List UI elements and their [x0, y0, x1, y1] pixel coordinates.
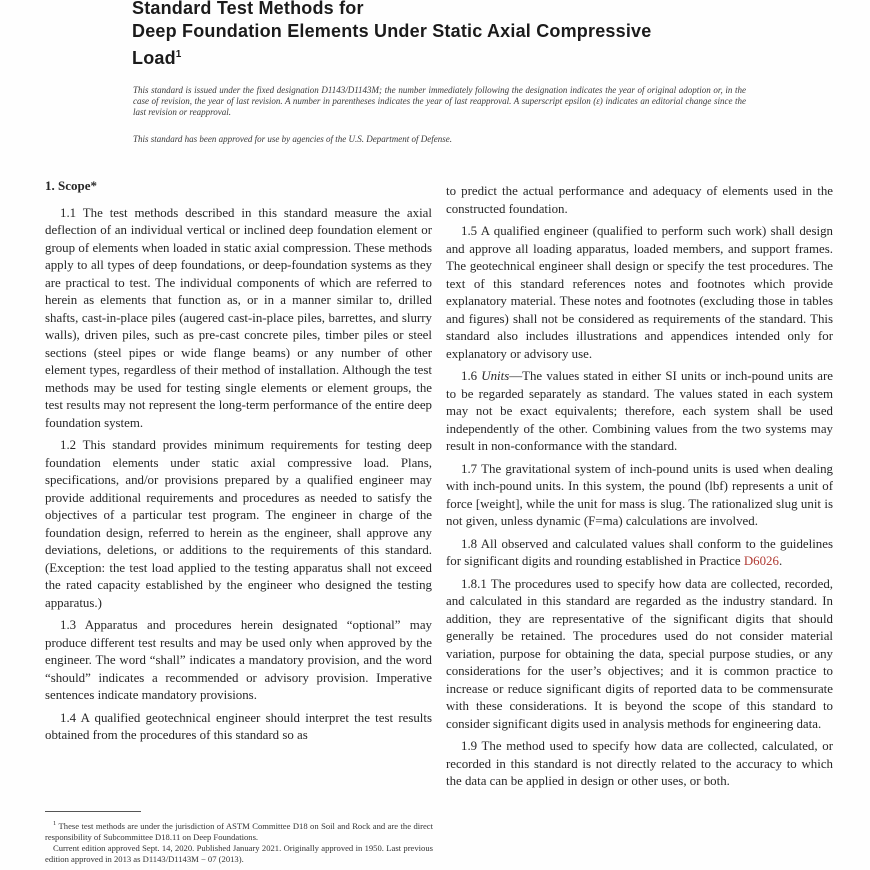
paragraph-1-9: 1.9 The method used to specify how data are collected, calculated, or recorded in this standard is not directly related to the accuracy to which the data can be applied in design or other uses, or both. [446, 739, 833, 788]
paragraph-1-6-number: 1.6 [461, 369, 482, 383]
dod-approval-note: This standard has been approved for use by agencies of the U.S. Department of Defense. [133, 134, 453, 144]
footnote-jurisdiction [45, 818, 433, 843]
paragraph-1-8-text: 1.8 All observed and calculated values shall conform to the guidelines for significant digits and rounding established in Practice [446, 536, 833, 568]
footnote-jurisdiction-text: These test methods are under the jurisdiction of ASTM Committee D18 on Soil and Rock and are the direct responsibility of Subcommittee D18.11 on Deep Foundations. [45, 820, 434, 842]
paragraph-1-8-1: 1.8.1 The procedures used to specify how data are collected, recorded, and calculated in this standard are regarded as the industry standard. In addition, they are representative of the significant digits that should generally be retained. The procedures used do not consider material variation, purpose for obtaining the data, special purpose studies, or any considerations for the user’s objectives; and it is common practice to increase or reduce significant digits of reported data to be commensurate with these considerations. It is beyond the scope of this standard to consider significant digits used in analysis methods for engineering data. [446, 576, 833, 731]
paragraph-1-6-text: —The values stated in either SI units or inch-pound units are to be regarded separately as standard. The values stated in each system may not be exact equivalents; therefore, each system shall be used independently of the other. Combining values from the two systems may result in non-conformance with the standard. [446, 369, 833, 453]
footnote-block [45, 811, 433, 865]
title-footnote-marker: 1 [175, 49, 182, 60]
paragraph-1-5: 1.5 A qualified engineer (qualified to perform such work) shall design and approve all loading apparatus, loaded members, and support frames. The geotechnical engineer shall design or specify the test procedures. The text of this standard references notes and footnotes which provide explanatory material. These notes and footnotes (excluding those in tables and figures) shall not be considered as requirements of the standard. This standard also includes illustrations and appendices intended only for explanatory or advisory use. [446, 224, 833, 361]
paragraph-1-6 [446, 368, 833, 456]
paragraph-1-3: 1.3 Apparatus and procedures herein designated “optional” may produce different test results and may be used only when approved by the engineer. The word “shall” indicates a mandatory provision, and the word “should” indicates a recommended or advisory provision. Imperative sentences indicate mandatory provisions. [45, 618, 432, 702]
title-line-3 [132, 43, 792, 70]
paragraph-1-1: 1.1 The test methods described in this standard measure the axial deflection of an individual vertical or inclined deep foundation element or group of elements when loaded in static axial compression. These methods apply to all types of deep foundations, or deep-foundation systems as they are practical to test. The individual components of which are referred to herein as elements that function as, or in a manner similar to, drilled shafts, cast-in-place piles (augered cast-in-place piles, barrettes, and slurry walls), driven piles, such as pre-cast concrete piles, timber piles or steel sections (steel pipes or wide flange beams) or any number of other element types, regardless of their method of installation. Although the test methods may be used for testing single elements or element groups, the test results may not represent the long-term performance of the entire deep foundation system. [45, 205, 432, 430]
title-line-1: Standard Test Methods for [132, 0, 364, 18]
paragraph-1-6-term: Units [481, 369, 510, 383]
paragraph-1-4: 1.4 A qualified geotechnical engineer should interpret the test results obtained from the procedures of this standard so as [45, 710, 432, 742]
title-load-word: Load [132, 48, 176, 68]
footnote-rule [45, 811, 141, 812]
reference-link-d6026[interactable]: D6026 [743, 554, 779, 568]
title-line-2: Deep Foundation Elements Under Static Axial Compressive [132, 21, 652, 41]
document-title [132, 0, 792, 70]
paragraph-1-2: 1.2 This standard provides minimum requirements for testing deep foundation elements under static axial compressive load. Plans, specifications, and/or provisions prepared by a qualified engineer may provide additional requirements and procedures as needed to satisfy the objectives of a particular test program. The engineer in charge of the foundation design, referred to herein as the engineer, shall approve any deviations, deletions, or additions to the requirements of this standard. (Exception: the test load applied to the testing apparatus shall not exceed the rated capacity established by the engineer who designed the testing apparatus.) [45, 438, 432, 610]
paragraph-1-7: 1.7 The gravitational system of inch-pound units is used when dealing with inch-pound units. In this system, the pound (lbf) represents a unit of force [weight], while the unit for mass is slug. The rationalized slug unit is not given, unless dynamic (F=ma) calculations are involved. [446, 461, 833, 528]
issue-note: This standard is issued under the fixed designation D1143/D1143M; the number immediately following the designation indicates the year of original adoption or, in the case of revision, the year of last revision. A number in parentheses indicates the year of last reapproval. A superscript epsilon (ε) indicates an editorial change since the last revision or reapproval. [133, 85, 746, 117]
paragraph-1-4-continued: to predict the actual performance and adequacy of elements used in the constructed foundation. [446, 184, 833, 216]
paragraph-1-8 [446, 536, 833, 571]
paragraph-1-8-period: . [778, 554, 783, 568]
footnote-marker: 1 [53, 820, 57, 827]
scope-heading: 1. Scope* [45, 178, 97, 193]
right-column [446, 183, 833, 870]
left-column [45, 177, 432, 809]
footnote-edition: Current edition approved Sept. 14, 2020. Published January 2021. Originally approved in 1950. Last previous edition approved in 2013 as D1143/D1143M − 07 (2013). [45, 842, 433, 864]
